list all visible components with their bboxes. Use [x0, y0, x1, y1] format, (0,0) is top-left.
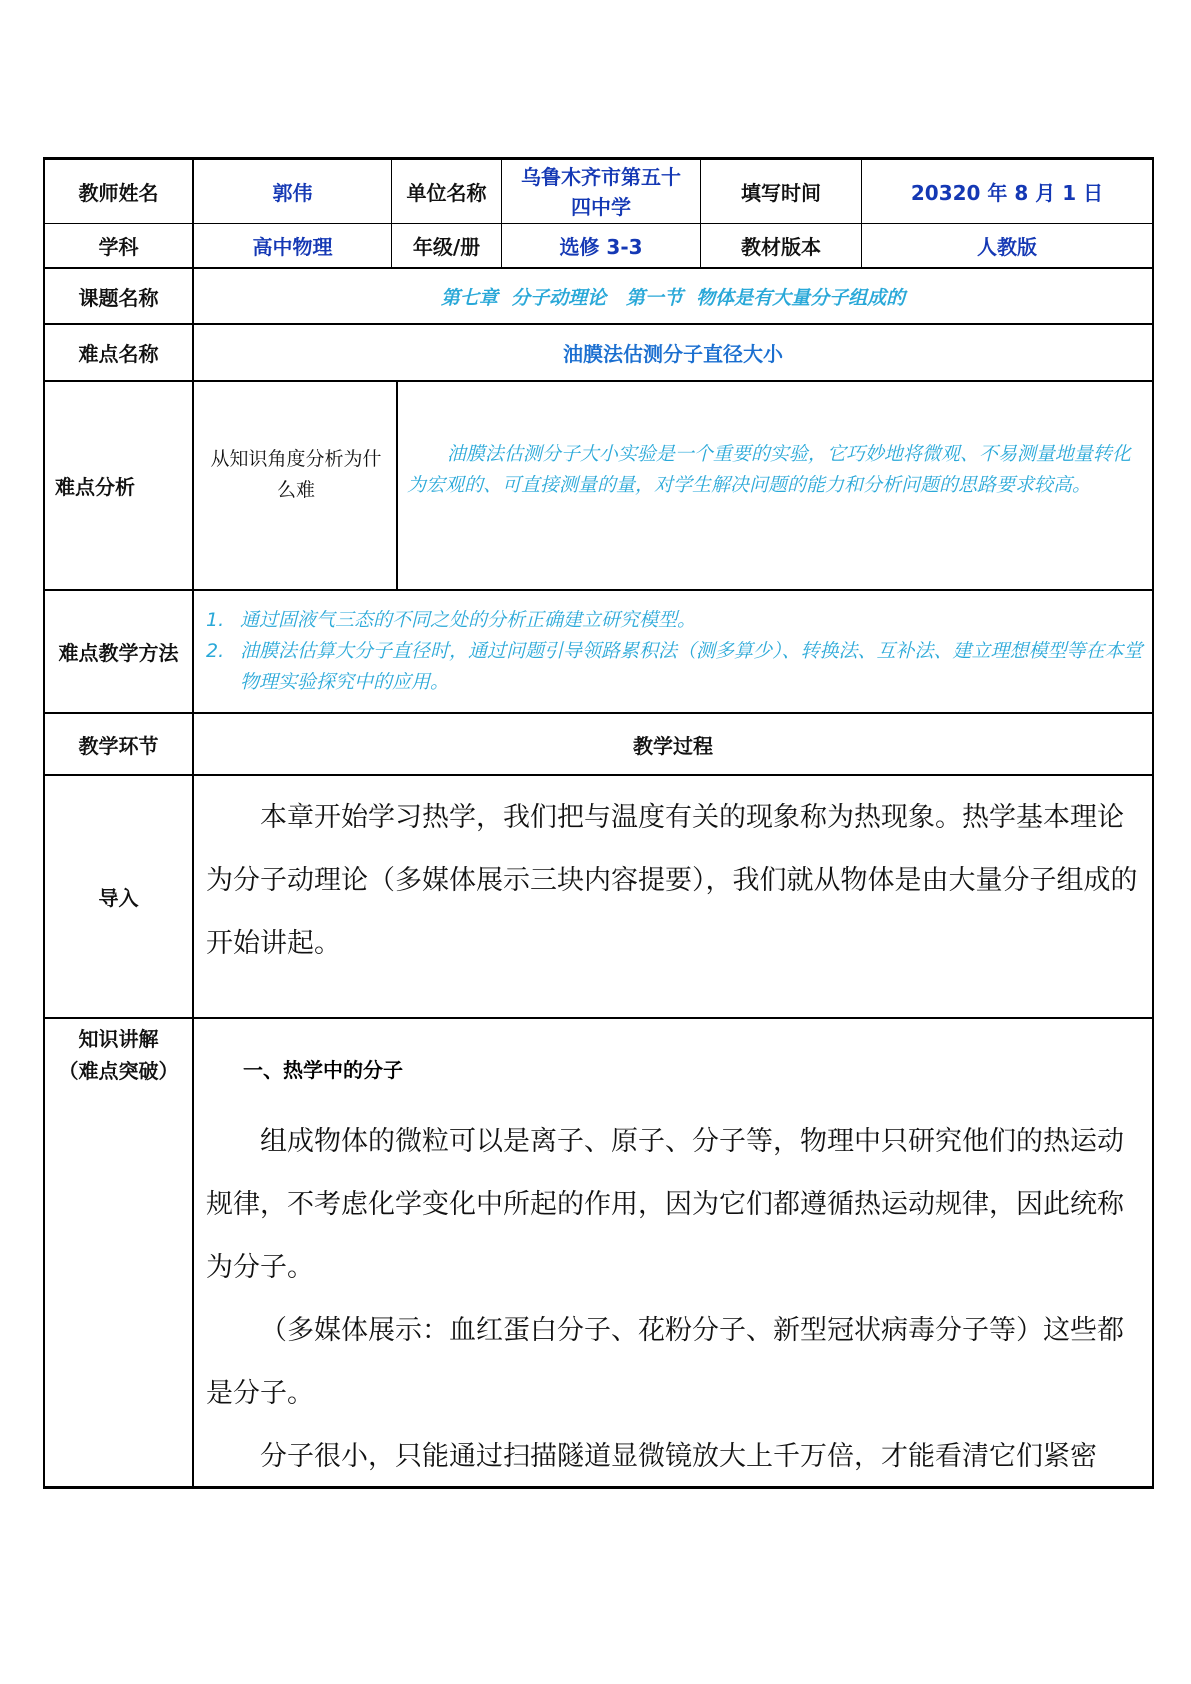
topic-label: 课题名称: [78, 285, 159, 310]
teacher-name-value: 郭伟: [272, 181, 313, 205]
subject-value: 高中物理: [252, 235, 333, 259]
fill-date-label: 填写时间: [741, 181, 821, 205]
unit-name-value: 乌鲁木齐市第五十四中学: [521, 164, 681, 219]
teaching-method-list: [206, 605, 1146, 698]
row-divider: [43, 589, 1154, 591]
teaching-process-heading: 教学过程: [633, 733, 713, 758]
knowledge-label: [45, 1023, 192, 1087]
knowledge-paragraph: 组成物体的微粒可以是离子、原子、分子等，物理中只研究他们的热运动规律，不考虑化学变化中所起的作用，因为它们都遵循热运动规律，因此统称为分子。: [206, 1126, 1124, 1283]
topic-value: 第七章 分子动理论 第一节 物体是有大量分子组成的: [440, 286, 906, 309]
list-item-text: 通过固液气三态的不同之处的分析正确建立研究模型。: [240, 609, 697, 631]
list-item: [206, 636, 1146, 698]
lesson-plan-table: [43, 157, 1154, 1489]
edition-label: 教材版本: [741, 235, 821, 259]
teaching-method-label: 难点教学方法: [58, 641, 179, 665]
teaching-step-label: 教学环节: [78, 733, 159, 758]
list-item: [206, 605, 1146, 636]
column-divider: [396, 381, 398, 590]
knowledge-label-line: （难点突破）: [58, 1059, 179, 1083]
subject-label: 学科: [98, 235, 139, 259]
list-item-text: 油膜法估算大分子直径时，通过问题引导领路累积法（测多算少）、转换法、互补法、建立理想模型等在本堂物理实验探究中的应用。: [240, 640, 1143, 693]
section-heading: 一、热学中的分子: [243, 1058, 403, 1082]
row-divider: [43, 1017, 1154, 1019]
row-divider: [43, 774, 1154, 776]
edition-value: 人教版: [977, 235, 1037, 259]
grade-value: 选修 3-3: [559, 235, 643, 259]
grade-label: 年级/册: [412, 235, 481, 259]
intro-paragraph: 本章开始学习热学，我们把与温度有关的现象称为热现象。热学基本理论为分子动理论（多媒体展示三块内容提要），我们就从物体是由大量分子组成的开始讲起。: [206, 802, 1138, 959]
list-item-number: 2.: [206, 640, 225, 662]
list-item-number: 1.: [206, 609, 225, 631]
knowledge-label-line: 知识讲解: [78, 1027, 159, 1051]
analysis-text: 油膜法估测分子大小实验是一个重要的实验，它巧妙地将微观、不易测量地量转化为宏观的、可直接测量的量，对学生解决问题的能力和分析问题的思路要求较高。: [407, 443, 1131, 496]
unit-name-label: 单位名称: [406, 181, 487, 205]
difficulty-name-label: 难点名称: [78, 342, 159, 366]
teacher-name-label: 教师姓名: [78, 181, 159, 205]
table-border-right: [1152, 157, 1154, 1489]
knowledge-paragraph: 分子很小，只能通过扫描隧道显微镜放大上千万倍，才能看清它们紧密: [260, 1441, 1097, 1472]
analysis-sub-label: 从知识角度分析为什么难: [210, 447, 382, 501]
knowledge-paragraph: （多媒体展示：血红蛋白分子、花粉分子、新型冠状病毒分子等）这些都是分子。: [206, 1315, 1124, 1409]
fill-date-value: 20320 年 8 月 1 日: [910, 181, 1104, 205]
intro-label: 导入: [98, 886, 139, 910]
difficulty-analysis-label: 难点分析: [55, 475, 135, 499]
difficulty-name-value: 油膜法估测分子直径大小: [563, 342, 783, 366]
